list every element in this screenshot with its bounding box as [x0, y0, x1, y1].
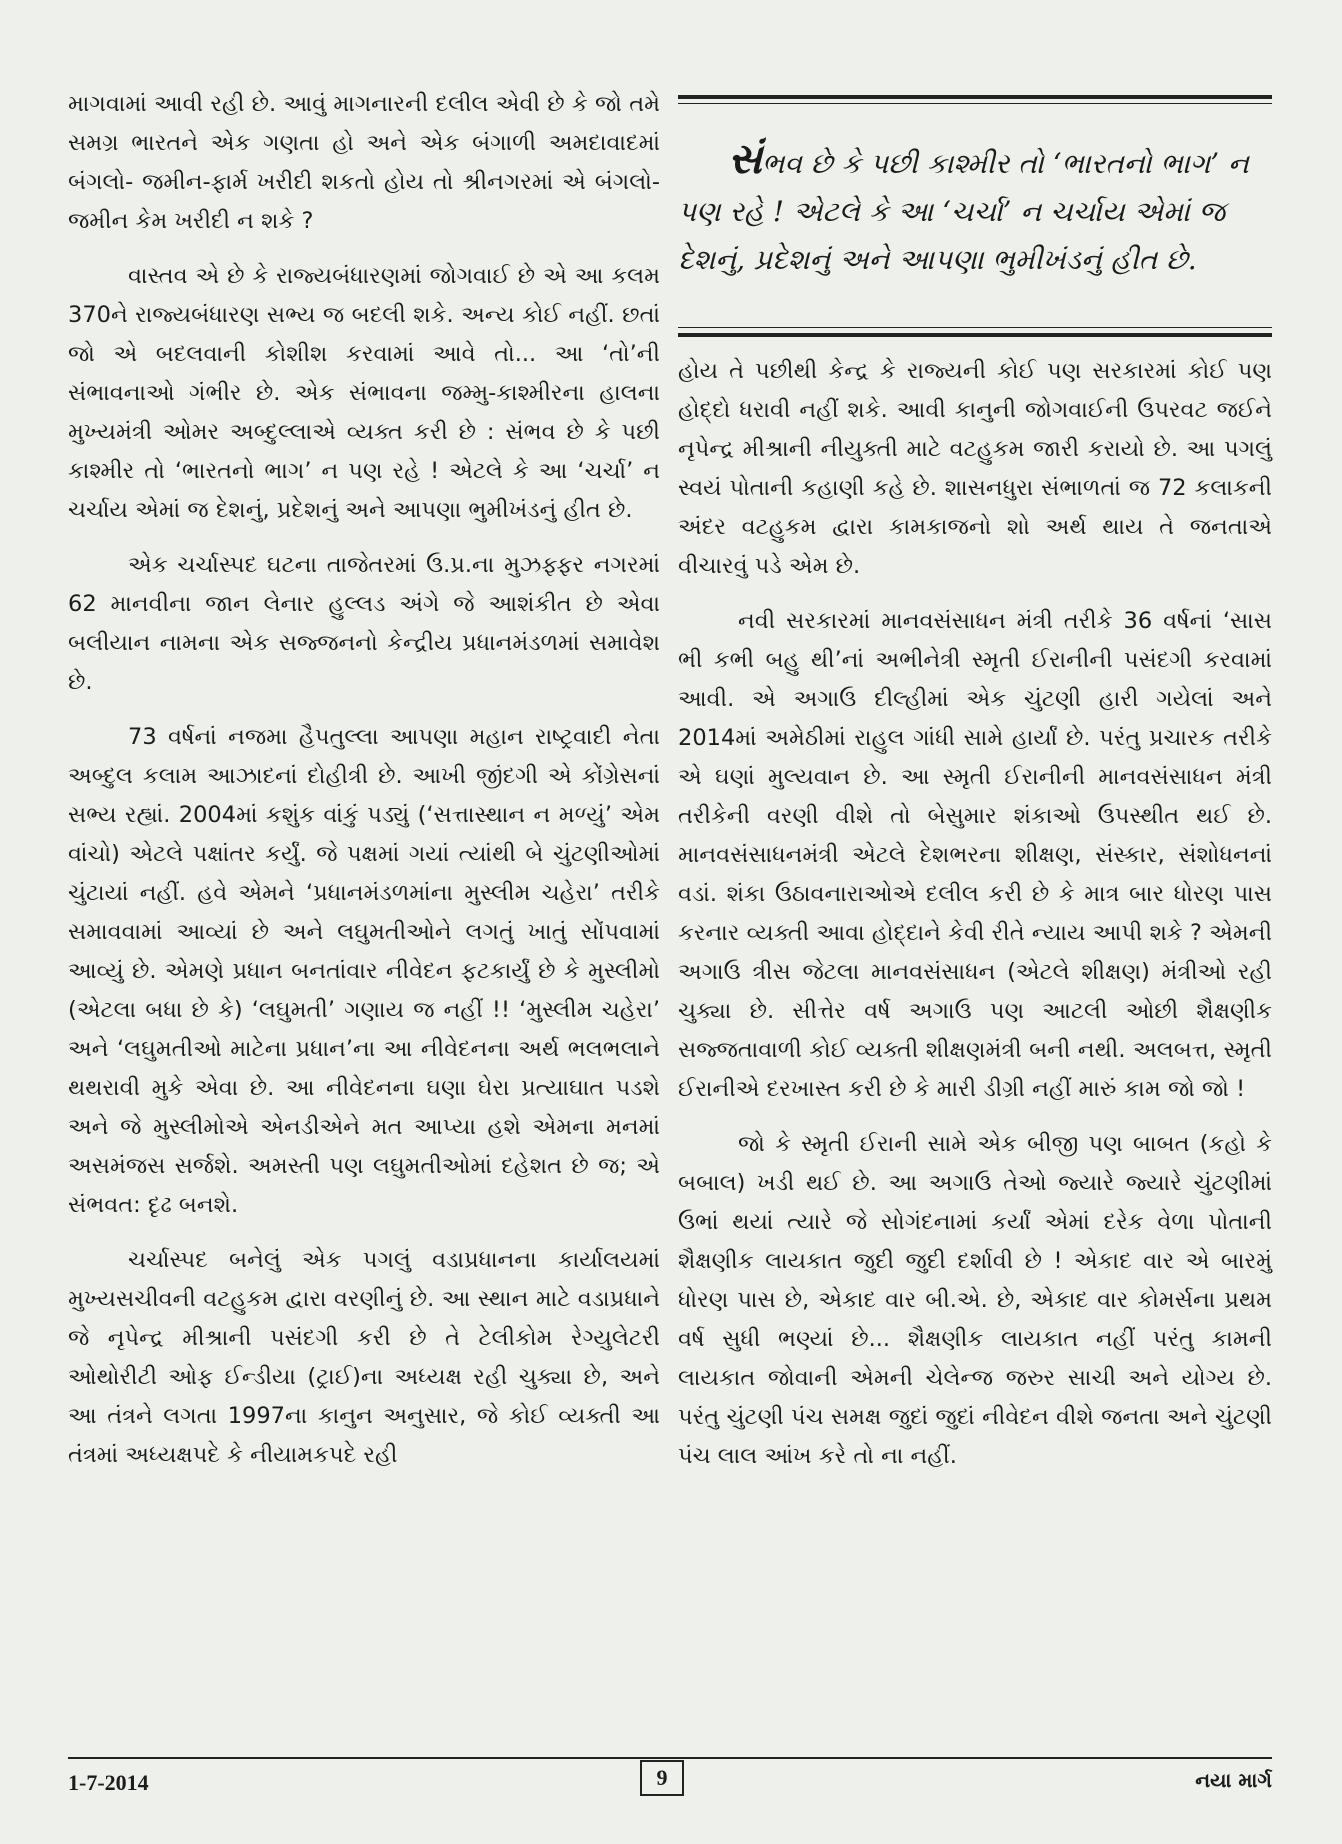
magazine-name: નયા માર્ગ: [1195, 1768, 1272, 1792]
pull-quote-bottom-rule-thin: [678, 327, 1272, 328]
paragraph: 73 વર્ષનાં નજમા હૈપતુલ્લા આપણા મહાન રાષ્ટ્રવાદી નેતા અબ્દુલ કલામ આઝાદનાં દોહીત્રી છે. આખી જીંદગી એ કોંગ્રેસનાં સભ્ય રહ્યાં. 2004માં કશુંક વાંકું પડ્યું (‘સત્તાસ્થાન ન મળ્યું’ એમ વાંચો) એટલે પક્ષાંતર કર્યું. જે પક્ષમાં ગયાં ત્યાંથી બે ચુંટણીઓમાં ચુંટાયાં નહીં. હવે એમને ‘પ્રધાનમંડળમાંના મુસ્લીમ ચહેરા’ તરીકે સમાવવામાં આવ્યાં છે અને લઘુમતીઓને લગતું ખાતું સોંપવામાં આવ્યું છે. એમણે પ્રધાન બનતાંવાર નીવેદન ફટકાર્યું છે કે મુસ્લીમો (એટલા બધા છે કે) ‘લઘુમતી’ ગણાય જ નહીં !! ‘મુસ્લીમ ચહેરા’ અને ‘લઘુમતીઓ માટેના પ્રધાન’ના આ નીવેદનના અર્થ ભલભલાને થથરાવી મુકે એવા છે. આ નીવેદનના ઘણા ઘેરા પ્રત્યાઘાત પડશે અને જે મુસ્લીમોએ એનડીએને મત આપ્યા હશે એમના મનમાં અસમંજસ સર્જશે. અમસ્તી પણ લઘુમતીઓમાં દહેશત છે જ; એ સંભવત: દૃઢ બનશે.: [68, 724, 660, 1218]
paragraph: નવી સરકારમાં માનવસંસાધન મંત્રી તરીકે 36 વર્ષનાં ‘સાસ ભી કભી બહુ થી’નાં અભીનેત્રી સ્મૃતી ઈરાનીની પસંદગી કરવામાં આવી. એ અગાઉ દીલ્હીમાં એક ચુંટણી હારી ગયેલાં અને 2014માં અમેઠીમાં રાહુલ ગાંધી સામે હાર્યાં છે. પરંતુ પ્રચારક તરીકે એ ઘણાં મુલ્યવાન છે. આ સ્મૃતી ઈરાનીની માનવસંસાધન મંત્રી તરીકેની વરણી વીશે તો બેસુમાર શંકાઓ ઉપસ્થીત થઈ છે. માનવસંસાધનમંત્રી એટલે દેશભરના શીક્ષણ, સંસ્કાર, સંશોધનનાં વડાં. શંકા ઉઠાવનારાઓએ દલીલ કરી છે કે માત્ર બાર ધોરણ પાસ કરનાર વ્યક્તી આવા હોદ્દાને કેવી રીતે ન્યાય આપી શકે ? એમની અગાઉ ત્રીસ જેટલા માનવસંસાધન (એટલે શીક્ષણ) મંત્રીઓ રહી ચુક્યા છે. સીત્તેર વર્ષ અગાઉ પણ આટલી ઓછી શૈક્ષણીક સજ્જતાવાળી કોઈ વ્યક્તી શીક્ષણમંત્રી બની નથી. અલબત્ત, સ્મૃતી ઈરાનીએ દરખાસ્ત કરી છે કે મારી ડીગ્રી નહીં મારું કામ જો જો !: [678, 608, 1272, 1102]
pull-quote-top-rule-thin: [678, 103, 1272, 104]
paragraph: એક ચર્ચાસ્પદ ઘટના તાજેતરમાં ઉ.પ્ર.ના મુઝફ્ફર નગરમાં 62 માનવીના જાન લેનાર હુલ્લડ અંગે જે આશંકીત છે એવા બલીયાન નામના એક સજ્જનનો કેન્દ્રીય પ્રધાનમંડળમાં સમાવેશ છે.: [68, 552, 661, 695]
paragraph: માગવામાં આવી રહી છે. આવું માગનારની દલીલ એવી છે કે જો તમે સમગ્ર ભારતને એક ગણતા હો અને એક બંગાળી અમદાવાદમાં બંગલો- જમીન-ફાર્મ ખરીદી શકતો હોય તો શ્રીનગરમાં એ બંગલો- જમીન કેમ ખરીદી ન શકે ?: [68, 91, 660, 234]
pull-quote-bottom-rule: [678, 333, 1272, 337]
pull-quote-body: ભવ છે કે પછી કાશ્મીર તો ‘ભારતનો ભાગ’ ન પણ રહે ! એટલે કે આ ‘ચર્ચા’ ન ચર્ચાય એમાં જ દેશનું, પ્રદેશનું અને આપણા ભુમીખંડનું હીત છે.: [678, 147, 1249, 276]
pull-quote-top-rule: [678, 95, 1272, 99]
paragraph: વાસ્તવ એ છે કે રાજ્યબંધારણમાં જોગવાઈ છે એ આ કલમ 370ને રાજ્યબંધારણ સભ્ય જ બદલી શકે. અન્ય કોઈ નહીં. છતાં જો એ બદલવાની કોશીશ કરવામાં આવે તો... આ ‘તો’ની સંભાવનાઓ ગંભીર છે. એક સંભાવના જમ્મુ-કાશ્મીરના હાલના મુખ્યમંત્રી ઓમર અબ્દુલ્લાએ વ્યક્ત કરી છે : સંભવ છે કે પછી કાશ્મીર તો ‘ભારતનો ભાગ’ ન પણ રહે ! એટલે કે આ ‘ચર્ચા’ ન ચર્ચાય એમાં જ દેશનું, પ્રદેશનું અને આપણા ભુમીખંડનું હીત છે.: [68, 263, 660, 523]
pull-quote: [678, 95, 1272, 340]
left-column: [68, 85, 660, 1491]
right-column: [678, 352, 1272, 1492]
issue-date: 1-7-2014: [68, 1770, 149, 1795]
pull-quote-dropcap: સં: [728, 134, 763, 183]
paragraph: જો કે સ્મૃતી ઈરાની સામે એક બીજી પણ બાબત (કહો કે બબાલ) ખડી થઈ છે. આ અગાઉ તેઓ જ્યારે જ્યારે ચુંટણીમાં ઉભાં થયાં ત્યારે જે સોગંદનામાં કર્યાં એમાં દરેક વેળા પોતાની શૈક્ષણીક લાયકાત જુદી જુદી દર્શાવી છે ! એકાદ વાર એ બારમું ધોરણ પાસ છે, એકાદ વાર બી.એ. છે, એકાદ વાર કોમર્સના પ્રથમ વર્ષ સુધી ભણ્યાં છે... શૈક્ષણીક લાયકાત નહીં પરંતુ કામની લાયકાત જોવાની એમની ચેલેન્જ જરુર સાચી અને યોગ્ય છે. પરંતુ ચુંટણી પંચ સમક્ષ જુદાં જુદાં નીવેદન વીશે જનતા અને ચુંટણી પંચ લાલ આંખ કરે તો ના નહીં.: [678, 1131, 1272, 1469]
paragraph: ચર્ચાસ્પદ બનેલું એક પગલું વડાપ્રધાનના કાર્યાલયમાં મુખ્યસચીવની વટહુકમ દ્વારા વરણીનું છે. આ સ્થાન માટે વડાપ્રધાને જે નૃપેન્દ્ર મીશ્રાની પસંદગી કરી છે તે ટેલીકોમ રેગ્યુલેટરી ઓથોરીટી ઓફ ઈન્ડીયા (ટ્રાઈ)ના અધ્યક્ષ રહી ચુક્યા છે, અને આ તંત્રને લગતા 1997ના કાનુન અનુસાર, જે કોઈ વ્યક્તી આ તંત્રમાં અધ્યક્ષપદે કે નીયામકપદે રહી: [68, 1247, 660, 1468]
footer-rule: [68, 1757, 1272, 1759]
paragraph: હોય તે પછીથી કેન્દ્ર કે રાજ્યની કોઈ પણ સરકારમાં કોઈ પણ હોદ્દો ધરાવી નહીં શકે. આવી કાનુની જોગવાઈની ઉપરવટ જઈને નૃપેન્દ્ર મીશ્રાની નીયુક્તી માટે વટહુકમ જારી કરાયો છે. આ પગલું સ્વયં પોતાની કહાણી કહે છે. શાસનધુરા સંભાળતાં જ 72 કલાકની અંદર વટહુકમ દ્વારા કામકાજનો શો અર્થ થાય તે જનતાએ વીચારવું પડે એમ છે.: [678, 358, 1272, 579]
page-number: 9: [640, 1760, 684, 1796]
pull-quote-text: [678, 135, 1272, 284]
